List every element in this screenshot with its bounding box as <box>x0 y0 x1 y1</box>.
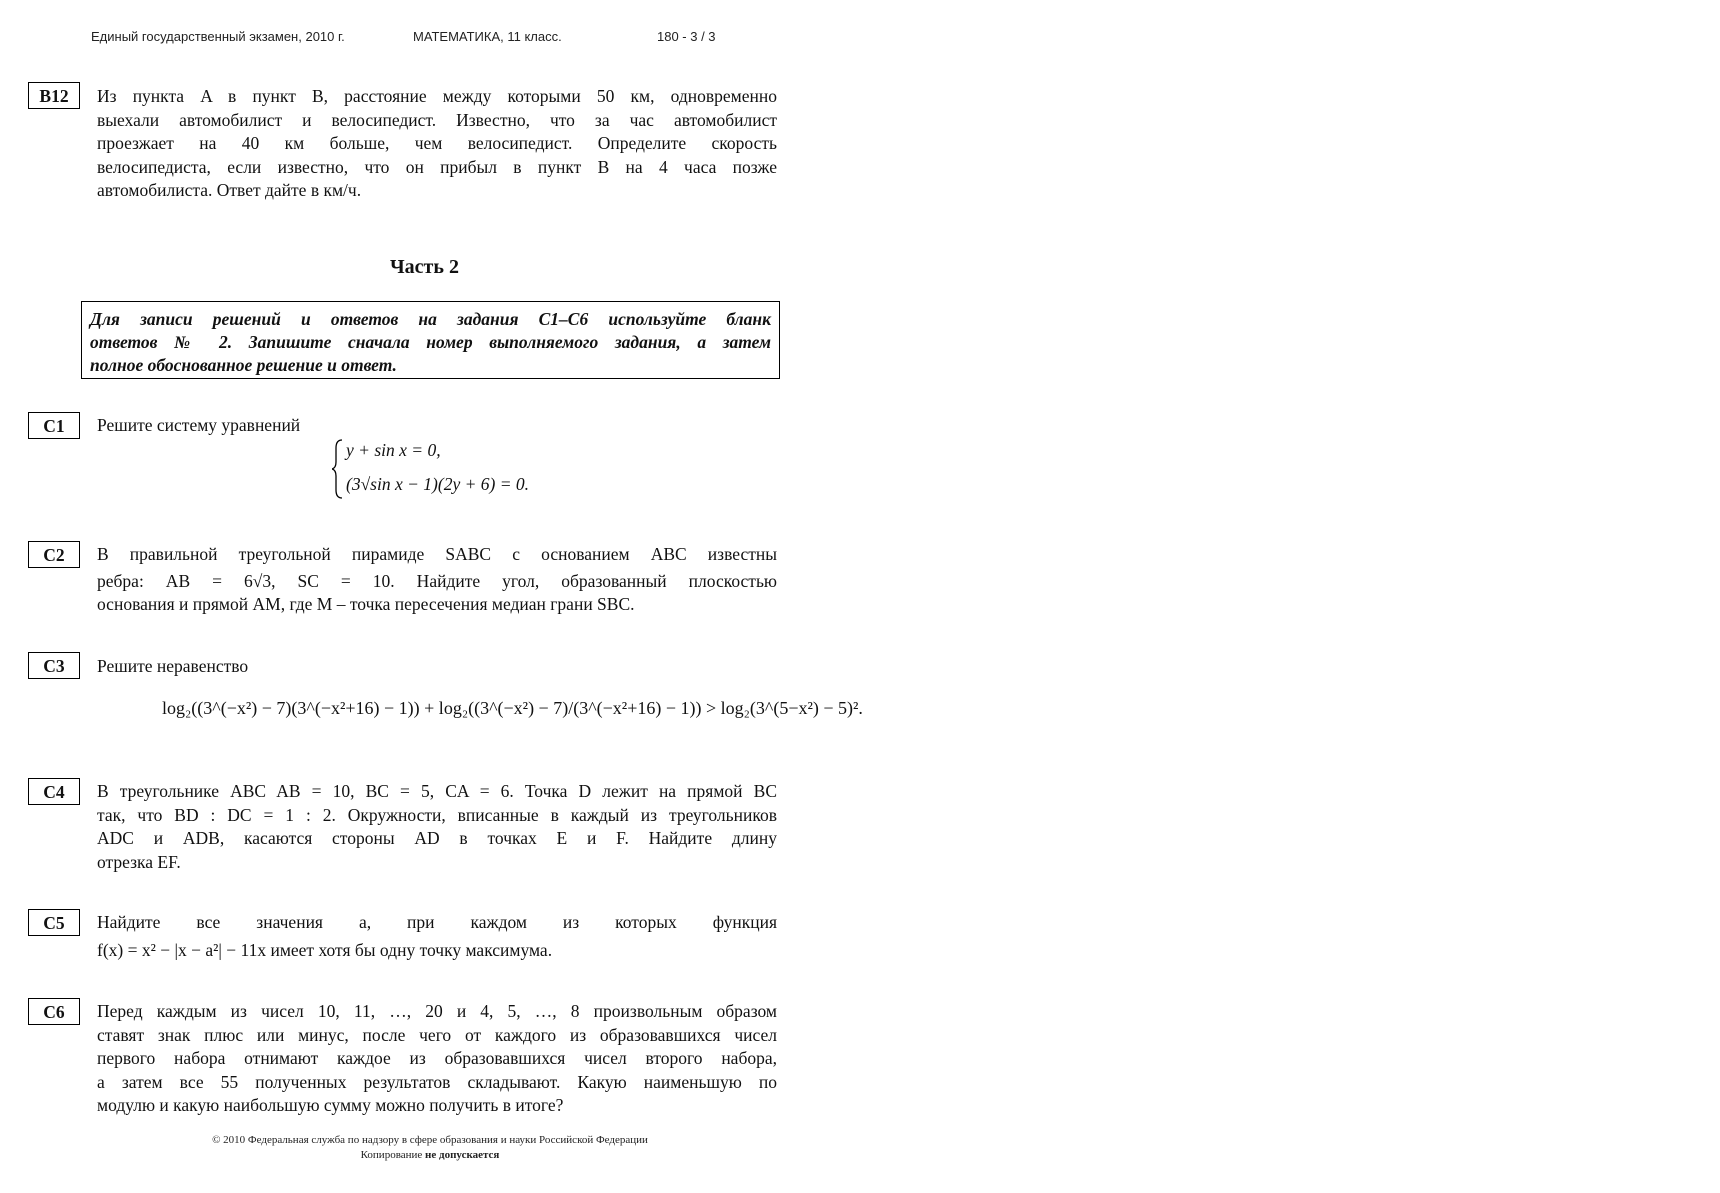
task-label-c4: С4 <box>28 778 80 805</box>
footer-copy-prefix: Копирование <box>360 1149 426 1161</box>
task-label-c2: С2 <box>28 541 80 568</box>
task-text-c5 <box>97 911 777 962</box>
task-label-c6: С6 <box>28 998 80 1025</box>
equation-1: y + sin x = 0, <box>346 440 441 460</box>
text-line: Перед каждым из чисел 10, 11, …, 20 и 4, 5, …, 8 произвольным образом <box>97 1001 777 1021</box>
task-text-c3 <box>97 655 777 679</box>
footer-copy-bold: не допускается <box>425 1149 500 1161</box>
footer-copyright: © 2010 Федеральная служба по надзору в сфере образования и науки Российской Федерации <box>212 1134 648 1146</box>
instruction-line: ответов № 2. Запишите сначала номер выполняемого задания, а затем <box>90 332 771 352</box>
text-line: Решите неравенство <box>97 656 249 676</box>
footer <box>140 1133 720 1163</box>
text-line: а затем все 55 полученных результатов складывают. Какую наименьшую по <box>97 1071 777 1092</box>
part-title: Часть 2 <box>390 256 459 278</box>
text-line: первого набора отнимают каждое из образовавшихся чисел второго набора, <box>97 1048 777 1068</box>
header-exam: Единый государственный экзамен, 2010 г. <box>91 29 345 44</box>
inequality-formula: log₂((3^(−x²) − 7)(3^(−x²+16) − 1)) + log₂((3^(−x²) − 7)/(3^(−x²+16) − 1)) > log₂(3^(5−x²) − 5)². <box>162 698 863 718</box>
task-label-c3: С3 <box>28 652 80 679</box>
text-line: В правильной треугольной пирамиде SABC с основанием ABC известны <box>97 544 777 564</box>
header-subject: МАТЕМАТИКА, 11 класс. <box>413 29 562 44</box>
brace-icon <box>332 438 344 500</box>
task-label-c5: С5 <box>28 909 80 936</box>
text-line: ADC и ADB, касаются стороны AD в точках E и F. Найдите длину <box>97 828 777 848</box>
text-line: f(x) = x² − |x − a²| − 11x имеет хотя бы одну точку максимума. <box>97 939 553 960</box>
text-line: выехали автомобилист и велосипедист. Известно, что за час автомобилист <box>97 109 777 130</box>
footer-copy-notice <box>140 1148 720 1163</box>
text-line: ставят знак плюс или минус, после чего от каждого из образовавшихся чисел <box>97 1024 777 1045</box>
instruction-line: полное обоснованное решение и ответ. <box>90 355 397 375</box>
text-line: В треугольнике ABC AB = 10, BC = 5, CA = 6. Точка D лежит на прямой BC <box>97 781 777 801</box>
task-text-c2 <box>97 543 777 617</box>
text-line: Найдите все значения a, при каждом из которых функция <box>97 912 777 932</box>
header-page: 180 - 3 / 3 <box>657 29 716 44</box>
task-text-b12 <box>97 85 777 203</box>
system-brace <box>332 438 344 505</box>
instruction-box <box>81 301 780 379</box>
text-line: Из пункта A в пункт B, расстояние между которыми 50 км, одновременно <box>97 86 777 106</box>
text-line: велосипедиста, если известно, что он прибыл в пункт B на 4 часа позже <box>97 156 777 177</box>
task-text-c6 <box>97 1000 777 1118</box>
text-line: Решите систему уравнений <box>97 415 301 435</box>
text-line: ребра: AB = 6√3, SC = 10. Найдите угол, образованный плоскостью <box>97 570 777 591</box>
equation-2: (3√sin x − 1)(2y + 6) = 0. <box>346 474 530 494</box>
task-text-c4 <box>97 780 777 874</box>
task-text-c1 <box>97 414 777 438</box>
instruction-line: Для записи решений и ответов на задания С1–С6 используйте бланк <box>90 309 771 329</box>
text-line: так, что BD : DC = 1 : 2. Окружности, вписанные в каждый из треугольников <box>97 804 777 825</box>
text-line: проезжает на 40 км больше, чем велосипедист. Определите скорость <box>97 133 777 153</box>
text-line: модулю и какую наибольшую сумму можно получить в итоге? <box>97 1095 564 1115</box>
task-label-b12: B12 <box>28 82 80 109</box>
task-label-c1: С1 <box>28 412 80 439</box>
text-line: отрезка EF. <box>97 851 181 872</box>
text-line: основания и прямой AM, где M – точка пересечения медиан грани SBC. <box>97 594 635 614</box>
text-line: автомобилиста. Ответ дайте в км/ч. <box>97 180 362 200</box>
